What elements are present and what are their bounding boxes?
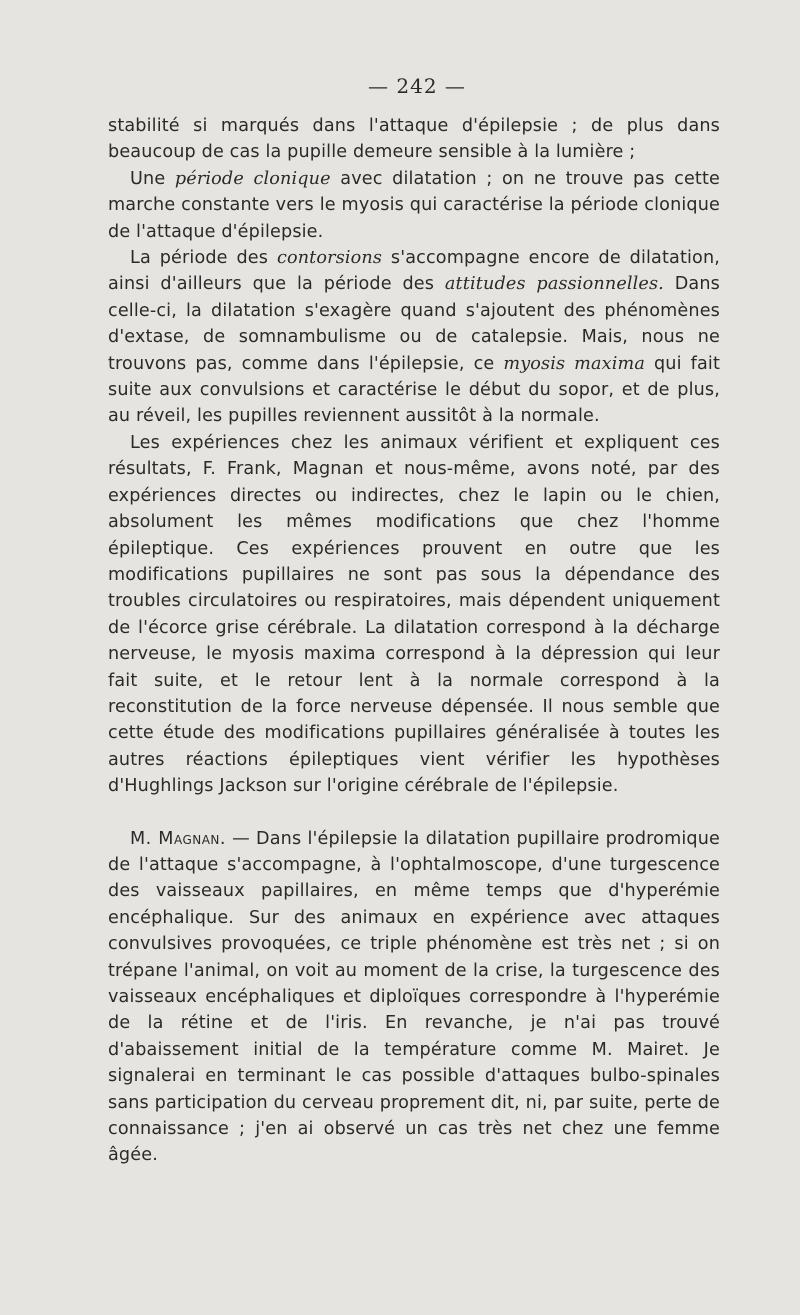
paragraph xyxy=(108,430,720,800)
paragraph-text: La période des xyxy=(130,248,277,269)
page-number: — 242 — xyxy=(368,74,466,98)
paragraph-text: Dans celle-ci, la dilatation s'exagère quand s'ajoutent des phénomènes d'extase, de somnambulisme ou de catalepsie. Mais, nous ne trouvons pas, comme dans l'épilepsie, ce xyxy=(108,274,720,374)
paragraph xyxy=(108,245,720,430)
paragraph-text: Les expériences chez les animaux vérifient et expliquent ces résultats, F. Frank, Magnan et nous-même, avons noté, par des expériences directes ou indirectes, chez le lapin ou le chien, absolument les mêmes modifications que chez l'homme épileptique. Ces expériences prouvent en outre que les modifications pupillaires ne sont pas sous la dépendance des troubles circulatoires ou respiratoires, mais dépendent uniquement de l'écorce grise cérébrale. La dilatation correspond à la décharge nerveuse, le myosis maxima correspond à la dépression qui leur fait suite, et le retour lent à la normale correspond à la reconstitution de la force nerveuse dépensée. Il nous semble que cette étude des modifications pupillaires généralisée à toutes les autres réactions épileptiques vient vérifier les hypothèses d'Hughlings Jackson sur l'origine cérébrale de l'épilepsie. xyxy=(108,432,720,797)
paragraph xyxy=(108,113,720,166)
italic-term: myosis maxima xyxy=(503,353,645,374)
paragraph-text: avec dilatation ; on ne trouve pas cette marche constante vers le myosis qui caractérise la période clonique de l'attaque d'épilepsie. xyxy=(108,168,720,242)
paragraph-text: qui fait suite aux convulsions et caractérise le début du sopor, et de plus, au réveil, les pupilles reviennent aussitôt à la normale. xyxy=(108,353,720,427)
paragraph-text: — Dans l'épilepsie la dilatation pupillaire prodromique de l'attaque s'accompagne, à l'ophtalmoscope, d'une turgescence des vaisseaux papillaires, en même temps que d'hyperémie encéphalique. Sur des animaux en expérience avec attaques convulsives provoquées, ce triple phénomène est très net ; si on trépane l'animal, on voit au moment de la crise, la turgescence des vaisseaux encéphaliques et diploïques correspondre à l'hyperémie de la rétine et de l'iris. En revanche, je n'ai pas trouvé d'abaissement initial de la température comme M. Mairet. Je signalerai en terminant le cas possible d'attaques bulbo-spinales sans participation du cerveau proprement dit, ni, par suite, perte de connaissance ; j'en ai observé un cas très net chez une femme âgée. xyxy=(108,828,720,1166)
italic-term: attitudes passionnelles. xyxy=(444,274,664,295)
paragraph-text: stabilité si marqués dans l'attaque d'épilepsie ; de plus dans beaucoup de cas la pupille demeure sensible à la lumière ; xyxy=(108,116,720,163)
paragraph xyxy=(108,166,720,245)
speaker-name: M. Magnan. xyxy=(130,828,227,849)
italic-term: contorsions xyxy=(276,248,383,269)
body-text xyxy=(108,113,720,1169)
paragraph-text: s'accompagne encore de dilatation, ainsi d'ailleurs que la période des xyxy=(108,248,720,295)
paragraph xyxy=(108,826,720,1169)
paragraph-text: Une xyxy=(130,168,175,189)
italic-term: période clonique xyxy=(174,168,331,189)
